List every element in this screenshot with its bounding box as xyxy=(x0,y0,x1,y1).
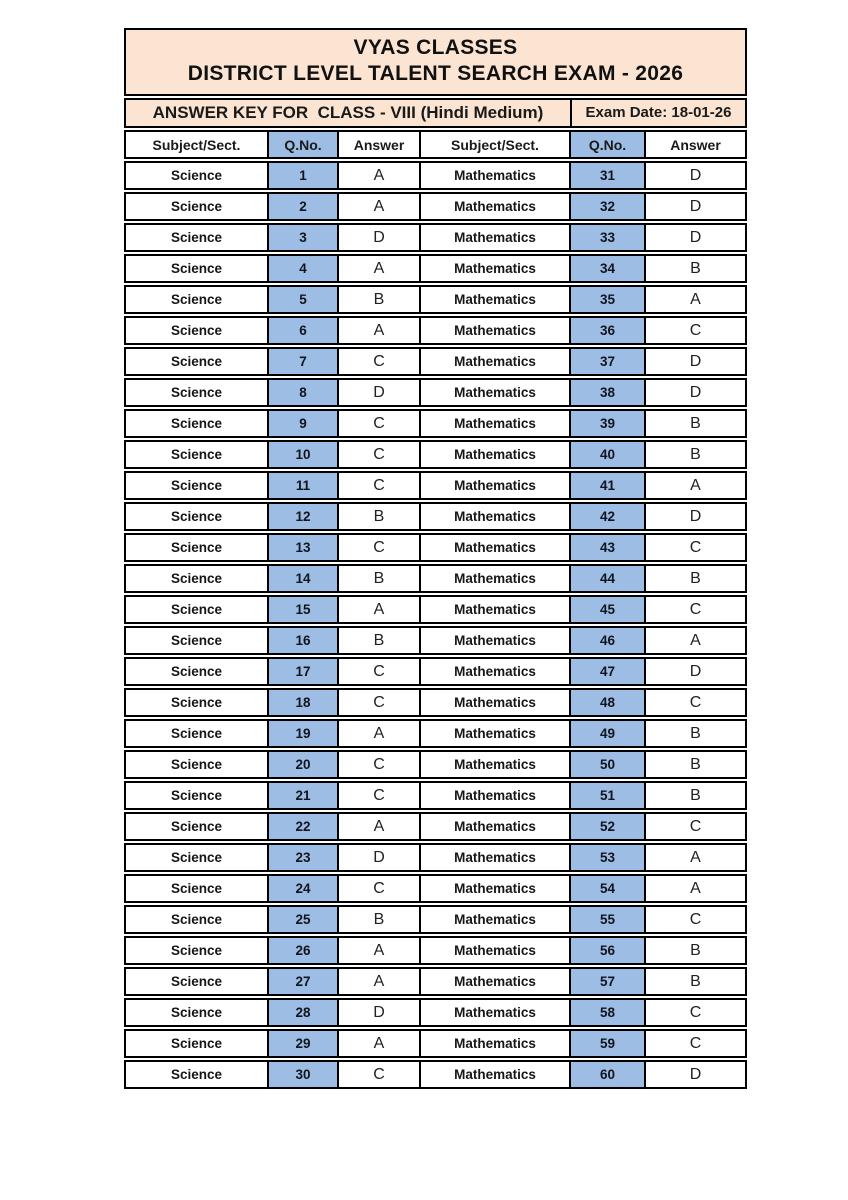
table-row xyxy=(124,161,747,190)
subject-cell-right: Mathematics xyxy=(419,256,569,281)
subject-cell-right: Mathematics xyxy=(419,938,569,963)
subject-cell-right: Mathematics xyxy=(419,969,569,994)
table-row xyxy=(124,316,747,345)
subject-cell-right: Mathematics xyxy=(419,597,569,622)
answer-cell-right: C xyxy=(644,690,745,715)
qno-cell-left: 24 xyxy=(267,876,337,901)
table-row xyxy=(124,719,747,748)
answer-cell-right: C xyxy=(644,318,745,343)
qno-cell-left: 3 xyxy=(267,225,337,250)
subject-cell-left: Science xyxy=(170,1067,223,1082)
table-row xyxy=(124,409,747,438)
exam-date-label: Exam Date: 18-01-26 xyxy=(570,98,747,128)
answer-cell-left: A xyxy=(337,597,419,622)
qno-cell-right: 59 xyxy=(569,1031,644,1056)
subject-cell-left: Science xyxy=(170,726,223,741)
answer-cell-left: A xyxy=(337,814,419,839)
qno-cell-left: 29 xyxy=(267,1031,337,1056)
answer-cell-right: C xyxy=(644,1000,745,1025)
answer-cell-left: C xyxy=(337,690,419,715)
answer-cell-left: A xyxy=(337,194,419,219)
table-row xyxy=(124,192,747,221)
answer-cell-left: A xyxy=(337,318,419,343)
answer-cell-left: D xyxy=(337,1000,419,1025)
answer-key-heading: ANSWER KEY FOR CLASS - VIII (Hindi Medium) xyxy=(124,98,572,128)
qno-cell-right: 47 xyxy=(569,659,644,684)
subject-cell-right: Mathematics xyxy=(419,566,569,591)
subject-cell-right: Mathematics xyxy=(419,1000,569,1025)
table-row xyxy=(124,843,747,872)
qno-cell-left: 19 xyxy=(267,721,337,746)
qno-cell-left: 16 xyxy=(267,628,337,653)
subject-cell-left: Science xyxy=(170,881,223,896)
qno-cell-left: 21 xyxy=(267,783,337,808)
answer-cell-right: D xyxy=(644,1062,745,1087)
qno-cell-right: 48 xyxy=(569,690,644,715)
subject-cell-right: Mathematics xyxy=(419,876,569,901)
answer-cell-left: D xyxy=(337,380,419,405)
answer-cell-left: C xyxy=(337,876,419,901)
answer-cell-left: A xyxy=(337,969,419,994)
answer-cell-left: B xyxy=(337,287,419,312)
qno-cell-left: 9 xyxy=(267,411,337,436)
qno-cell-right: 32 xyxy=(569,194,644,219)
qno-cell-left: 23 xyxy=(267,845,337,870)
qno-cell-left: 2 xyxy=(267,194,337,219)
answer-cell-left: A xyxy=(337,721,419,746)
subject-cell-left: Science xyxy=(170,1036,223,1051)
qno-cell-right: 41 xyxy=(569,473,644,498)
qno-cell-right: 33 xyxy=(569,225,644,250)
answer-cell-right: A xyxy=(644,287,745,312)
table-row xyxy=(124,564,747,593)
subject-cell-right: Mathematics xyxy=(419,628,569,653)
answer-cell-left: B xyxy=(337,907,419,932)
subject-cell-right: Mathematics xyxy=(419,783,569,808)
col-header-answer-right: Answer xyxy=(644,132,745,157)
subject-cell-left: Science xyxy=(170,602,223,617)
answer-cell-right: A xyxy=(644,876,745,901)
subject-cell-right: Mathematics xyxy=(419,504,569,529)
qno-cell-right: 50 xyxy=(569,752,644,777)
table-row xyxy=(124,347,747,376)
subject-cell-right: Mathematics xyxy=(419,814,569,839)
subject-cell-right: Mathematics xyxy=(419,349,569,374)
qno-cell-left: 4 xyxy=(267,256,337,281)
table-row xyxy=(124,533,747,562)
subject-cell-right: Mathematics xyxy=(419,752,569,777)
subject-cell-left: Science xyxy=(170,292,223,307)
qno-cell-right: 37 xyxy=(569,349,644,374)
table-row xyxy=(124,595,747,624)
subject-cell-left: Science xyxy=(170,633,223,648)
table-row xyxy=(124,998,747,1027)
subject-cell-left: Science xyxy=(170,168,223,183)
subject-cell-left: Science xyxy=(170,230,223,245)
subject-cell-right: Mathematics xyxy=(419,318,569,343)
answer-cell-right: D xyxy=(644,194,745,219)
table-row xyxy=(124,874,747,903)
table-body xyxy=(124,161,747,1089)
subject-cell-left: Science xyxy=(170,664,223,679)
subject-cell-right: Mathematics xyxy=(419,659,569,684)
subject-cell-left: Science xyxy=(170,416,223,431)
answer-cell-right: D xyxy=(644,349,745,374)
answer-cell-left: D xyxy=(337,225,419,250)
subject-cell-right: Mathematics xyxy=(419,690,569,715)
answer-cell-left: A xyxy=(337,163,419,188)
qno-cell-left: 22 xyxy=(267,814,337,839)
answer-cell-right: C xyxy=(644,597,745,622)
subject-cell-left: Science xyxy=(170,850,223,865)
subject-cell-left: Science xyxy=(170,323,223,338)
qno-cell-left: 25 xyxy=(267,907,337,932)
qno-cell-left: 30 xyxy=(267,1062,337,1087)
qno-cell-left: 8 xyxy=(267,380,337,405)
qno-cell-left: 18 xyxy=(267,690,337,715)
subject-cell-right: Mathematics xyxy=(419,721,569,746)
qno-cell-left: 7 xyxy=(267,349,337,374)
subject-cell-left: Science xyxy=(170,912,223,927)
answer-cell-left: B xyxy=(337,504,419,529)
answer-cell-right: B xyxy=(644,969,745,994)
qno-cell-left: 11 xyxy=(267,473,337,498)
qno-cell-right: 56 xyxy=(569,938,644,963)
answer-cell-left: A xyxy=(337,1031,419,1056)
qno-cell-left: 1 xyxy=(267,163,337,188)
col-header-subject-right: Subject/Sect. xyxy=(419,132,569,157)
answer-cell-right: B xyxy=(644,442,745,467)
subject-cell-left: Science xyxy=(170,478,223,493)
answer-key-sheet xyxy=(124,28,747,1091)
answer-cell-right: B xyxy=(644,721,745,746)
subject-cell-left: Science xyxy=(170,974,223,989)
qno-cell-left: 27 xyxy=(267,969,337,994)
table-row xyxy=(124,626,747,655)
table-row xyxy=(124,905,747,934)
qno-cell-left: 12 xyxy=(267,504,337,529)
answer-cell-left: A xyxy=(337,256,419,281)
table-row xyxy=(124,378,747,407)
qno-cell-right: 31 xyxy=(569,163,644,188)
answer-cell-left: C xyxy=(337,752,419,777)
answer-cell-right: A xyxy=(644,845,745,870)
subject-cell-left: Science xyxy=(170,757,223,772)
subject-cell-left: Science xyxy=(170,261,223,276)
subject-cell-left: Science xyxy=(170,943,223,958)
answer-cell-right: B xyxy=(644,938,745,963)
qno-cell-right: 45 xyxy=(569,597,644,622)
subject-cell-left: Science xyxy=(170,509,223,524)
answer-cell-left: C xyxy=(337,783,419,808)
table-row xyxy=(124,1029,747,1058)
qno-cell-right: 35 xyxy=(569,287,644,312)
subheader-row xyxy=(124,98,747,128)
table-row xyxy=(124,254,747,283)
answer-cell-left: B xyxy=(337,628,419,653)
qno-cell-right: 38 xyxy=(569,380,644,405)
table-row xyxy=(124,688,747,717)
qno-cell-right: 36 xyxy=(569,318,644,343)
qno-cell-right: 55 xyxy=(569,907,644,932)
answer-cell-left: C xyxy=(337,535,419,560)
answer-cell-right: D xyxy=(644,659,745,684)
subject-cell-left: Science xyxy=(170,540,223,555)
exam-name: DISTRICT LEVEL TALENT SEARCH EXAM - 2026 xyxy=(187,62,684,85)
qno-cell-left: 5 xyxy=(267,287,337,312)
answer-cell-right: D xyxy=(644,225,745,250)
answer-cell-right: A xyxy=(644,473,745,498)
qno-cell-right: 46 xyxy=(569,628,644,653)
qno-cell-left: 26 xyxy=(267,938,337,963)
qno-cell-right: 40 xyxy=(569,442,644,467)
answer-cell-left: C xyxy=(337,411,419,436)
qno-cell-right: 42 xyxy=(569,504,644,529)
table-header-row xyxy=(124,130,747,159)
table-row xyxy=(124,471,747,500)
col-header-qno-left: Q.No. xyxy=(267,132,337,157)
qno-cell-left: 10 xyxy=(267,442,337,467)
table-row xyxy=(124,812,747,841)
answer-cell-left: C xyxy=(337,659,419,684)
answer-cell-right: B xyxy=(644,411,745,436)
qno-cell-left: 13 xyxy=(267,535,337,560)
subject-cell-right: Mathematics xyxy=(419,411,569,436)
exam-title-box xyxy=(124,28,747,96)
subject-cell-left: Science xyxy=(170,695,223,710)
table-row xyxy=(124,1060,747,1089)
col-header-answer-left: Answer xyxy=(337,132,419,157)
qno-cell-right: 51 xyxy=(569,783,644,808)
answer-cell-right: C xyxy=(644,535,745,560)
subject-cell-right: Mathematics xyxy=(419,380,569,405)
qno-cell-right: 52 xyxy=(569,814,644,839)
qno-cell-right: 57 xyxy=(569,969,644,994)
qno-cell-left: 6 xyxy=(267,318,337,343)
subject-cell-right: Mathematics xyxy=(419,225,569,250)
subject-cell-right: Mathematics xyxy=(419,163,569,188)
answer-cell-right: B xyxy=(644,256,745,281)
qno-cell-left: 20 xyxy=(267,752,337,777)
answer-cell-right: D xyxy=(644,380,745,405)
qno-cell-right: 44 xyxy=(569,566,644,591)
qno-cell-right: 39 xyxy=(569,411,644,436)
answer-cell-right: D xyxy=(644,504,745,529)
table-row xyxy=(124,750,747,779)
answer-cell-right: D xyxy=(644,163,745,188)
qno-cell-right: 60 xyxy=(569,1062,644,1087)
qno-cell-right: 54 xyxy=(569,876,644,901)
subject-cell-right: Mathematics xyxy=(419,907,569,932)
subject-cell-left: Science xyxy=(170,199,223,214)
qno-cell-right: 58 xyxy=(569,1000,644,1025)
answer-cell-right: B xyxy=(644,783,745,808)
subject-cell-right: Mathematics xyxy=(419,1031,569,1056)
answer-cell-right: C xyxy=(644,814,745,839)
subject-cell-left: Science xyxy=(170,354,223,369)
qno-cell-left: 15 xyxy=(267,597,337,622)
answer-cell-left: A xyxy=(337,938,419,963)
qno-cell-left: 14 xyxy=(267,566,337,591)
table-row xyxy=(124,285,747,314)
subject-cell-right: Mathematics xyxy=(419,1062,569,1087)
subject-cell-left: Science xyxy=(170,819,223,834)
qno-cell-right: 43 xyxy=(569,535,644,560)
qno-cell-right: 49 xyxy=(569,721,644,746)
qno-cell-right: 53 xyxy=(569,845,644,870)
answer-cell-right: B xyxy=(644,566,745,591)
col-header-subject-left: Subject/Sect. xyxy=(152,136,241,153)
subject-cell-right: Mathematics xyxy=(419,442,569,467)
table-row xyxy=(124,502,747,531)
table-row xyxy=(124,967,747,996)
table-row xyxy=(124,440,747,469)
answer-cell-right: A xyxy=(644,628,745,653)
answer-cell-right: B xyxy=(644,752,745,777)
answer-cell-left: D xyxy=(337,845,419,870)
subject-cell-right: Mathematics xyxy=(419,473,569,498)
subject-cell-right: Mathematics xyxy=(419,287,569,312)
subject-cell-right: Mathematics xyxy=(419,194,569,219)
qno-cell-left: 17 xyxy=(267,659,337,684)
answer-cell-left: C xyxy=(337,349,419,374)
col-header-qno-right: Q.No. xyxy=(569,132,644,157)
table-row xyxy=(124,223,747,252)
table-row xyxy=(124,936,747,965)
subject-cell-right: Mathematics xyxy=(419,845,569,870)
answer-cell-right: C xyxy=(644,907,745,932)
answer-cell-left: C xyxy=(337,442,419,467)
subject-cell-right: Mathematics xyxy=(419,535,569,560)
answer-cell-right: C xyxy=(644,1031,745,1056)
qno-cell-left: 28 xyxy=(267,1000,337,1025)
answer-cell-left: C xyxy=(337,1062,419,1087)
institute-name: VYAS CLASSES xyxy=(353,36,518,59)
subject-cell-left: Science xyxy=(170,447,223,462)
table-row xyxy=(124,781,747,810)
subject-cell-left: Science xyxy=(170,788,223,803)
subject-cell-left: Science xyxy=(170,385,223,400)
answer-cell-left: C xyxy=(337,473,419,498)
subject-cell-left: Science xyxy=(170,1005,223,1020)
answer-cell-left: B xyxy=(337,566,419,591)
qno-cell-right: 34 xyxy=(569,256,644,281)
subject-cell-left: Science xyxy=(170,571,223,586)
table-row xyxy=(124,657,747,686)
